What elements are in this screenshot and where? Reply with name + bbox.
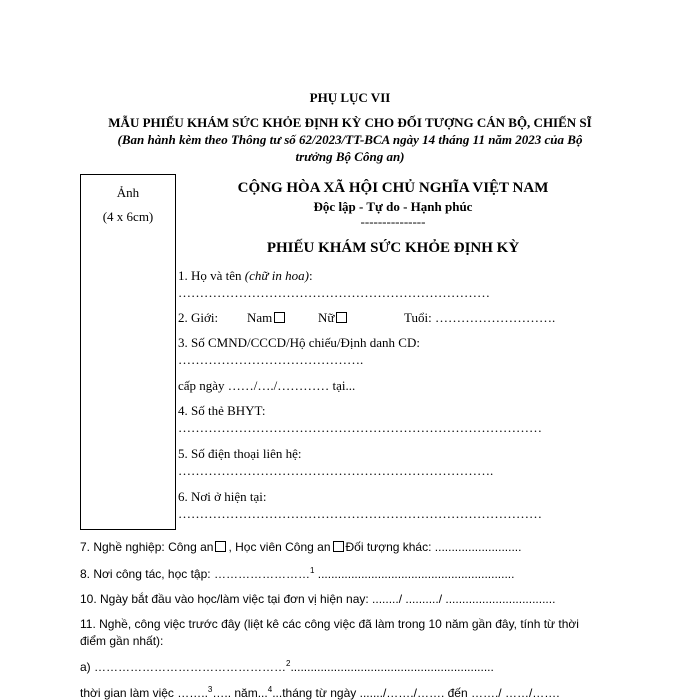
female-checkbox[interactable] (336, 312, 347, 323)
duration-text-c: ...tháng từ ngày ......./……./……. đến ……./ ……/……. (272, 686, 560, 700)
field-age[interactable]: Tuổi: ………………………. (404, 310, 556, 325)
field-workplace[interactable] (80, 566, 514, 581)
previous-job-a-dots: ............................................................. (290, 660, 494, 674)
duration-text-a: thời gian làm việc …….. (80, 686, 208, 700)
footnote-1: 1 (309, 566, 315, 575)
gender-female-label: Nữ (318, 310, 335, 325)
footnote-3: 3 (207, 685, 213, 694)
sheet-title: PHIẾU KHÁM SỨC KHỎE ĐỊNH KỲ (266, 240, 520, 256)
field-phone-dots[interactable]: ………………………………………………………………. (178, 463, 494, 478)
field-full-name (178, 268, 313, 284)
field-id-label: 3. Số CMND/CCCD/Hộ chiếu/Định danh CD: (178, 335, 420, 350)
workplace-dots: ........................................................... (314, 567, 515, 581)
field-gender-male[interactable] (247, 310, 287, 326)
appendix-title: PHỤ LỤC VII (309, 90, 391, 105)
field-full-name-colon: : (308, 268, 313, 283)
field-occupation (80, 540, 521, 554)
photo-size: (4 x 6cm) (102, 209, 154, 224)
occupation-police-label: 7. Nghề nghiệp: Công an (80, 540, 214, 554)
previous-job-a-text: a) ………………………………………… (80, 660, 287, 674)
occupation-student-checkbox[interactable] (333, 541, 344, 552)
field-residence-dots[interactable]: ………………………………………………………………………… (178, 506, 542, 521)
field-previous-jobs-line2: điểm gần nhất): (80, 634, 164, 648)
field-gender-female[interactable] (318, 310, 349, 326)
gender-male-label: Nam (247, 310, 273, 325)
field-id-issue[interactable]: cấp ngày ……/…./………… tại... (178, 378, 356, 393)
occupation-police-checkbox[interactable] (215, 541, 226, 552)
field-previous-jobs-line1: 11. Nghề, công việc trước đây (liệt kê các công việc đã làm trong 10 năm gần đây, tính từ thời (80, 617, 579, 631)
issued-line-1: (Ban hành kèm theo Thông tư số 62/2023/TT-BCA ngày 14 tháng 11 năm 2023 của Bộ (117, 132, 583, 147)
occupation-other-label: Đối tượng khác: .......................... (345, 540, 522, 554)
workplace-text: 8. Nơi công tác, học tập: …………………… (80, 567, 310, 581)
photo-label: Ảnh (116, 185, 140, 200)
duration-text-b: ….. năm... (212, 686, 268, 700)
motto-divider: --------------- (360, 214, 426, 229)
field-residence-label: 6. Nơi ở hiện tại: (178, 489, 267, 504)
national-motto: CỘNG HÒA XÃ HỘI CHỦ NGHĨA VIỆT NAM (237, 180, 549, 196)
field-id-dots[interactable]: ……………………………………. (178, 352, 364, 367)
field-gender-label: 2. Giới: (178, 310, 219, 325)
field-previous-job-a[interactable] (80, 659, 494, 674)
footnote-4: 4 (267, 685, 273, 694)
issued-line-2: trưởng Bộ Công an) (295, 149, 405, 164)
occupation-student-label: , Học viên Công an (228, 540, 331, 554)
field-previous-job-duration[interactable] (80, 685, 560, 700)
field-bhyt-label: 4. Số thẻ BHYT: (178, 403, 266, 418)
form-title: MẪU PHIẾU KHÁM SỨC KHỎE ĐỊNH KỲ CHO ĐỐI TƯỢNG CÁN BỘ, CHIẾN SĨ (108, 115, 592, 130)
male-checkbox[interactable] (274, 312, 285, 323)
photo-box (80, 174, 176, 530)
field-start-date[interactable]: 10. Ngày bắt đầu vào học/làm việc tại đơn vị hiện nay: ......../ ........../ ................................. (80, 592, 556, 606)
footnote-2: 2 (286, 659, 291, 668)
field-phone-label: 5. Số điện thoại liên hệ: (178, 446, 302, 461)
field-full-name-dots[interactable]: ……………………………………………………………… (178, 285, 490, 300)
national-slogan: Độc lập - Tự do - Hạnh phúc (313, 199, 473, 214)
field-full-name-label: 1. Họ và tên (178, 268, 245, 283)
field-full-name-hint: (chữ in hoa) (244, 268, 309, 283)
field-bhyt-dots[interactable]: ………………………………………………………………………… (178, 420, 542, 435)
